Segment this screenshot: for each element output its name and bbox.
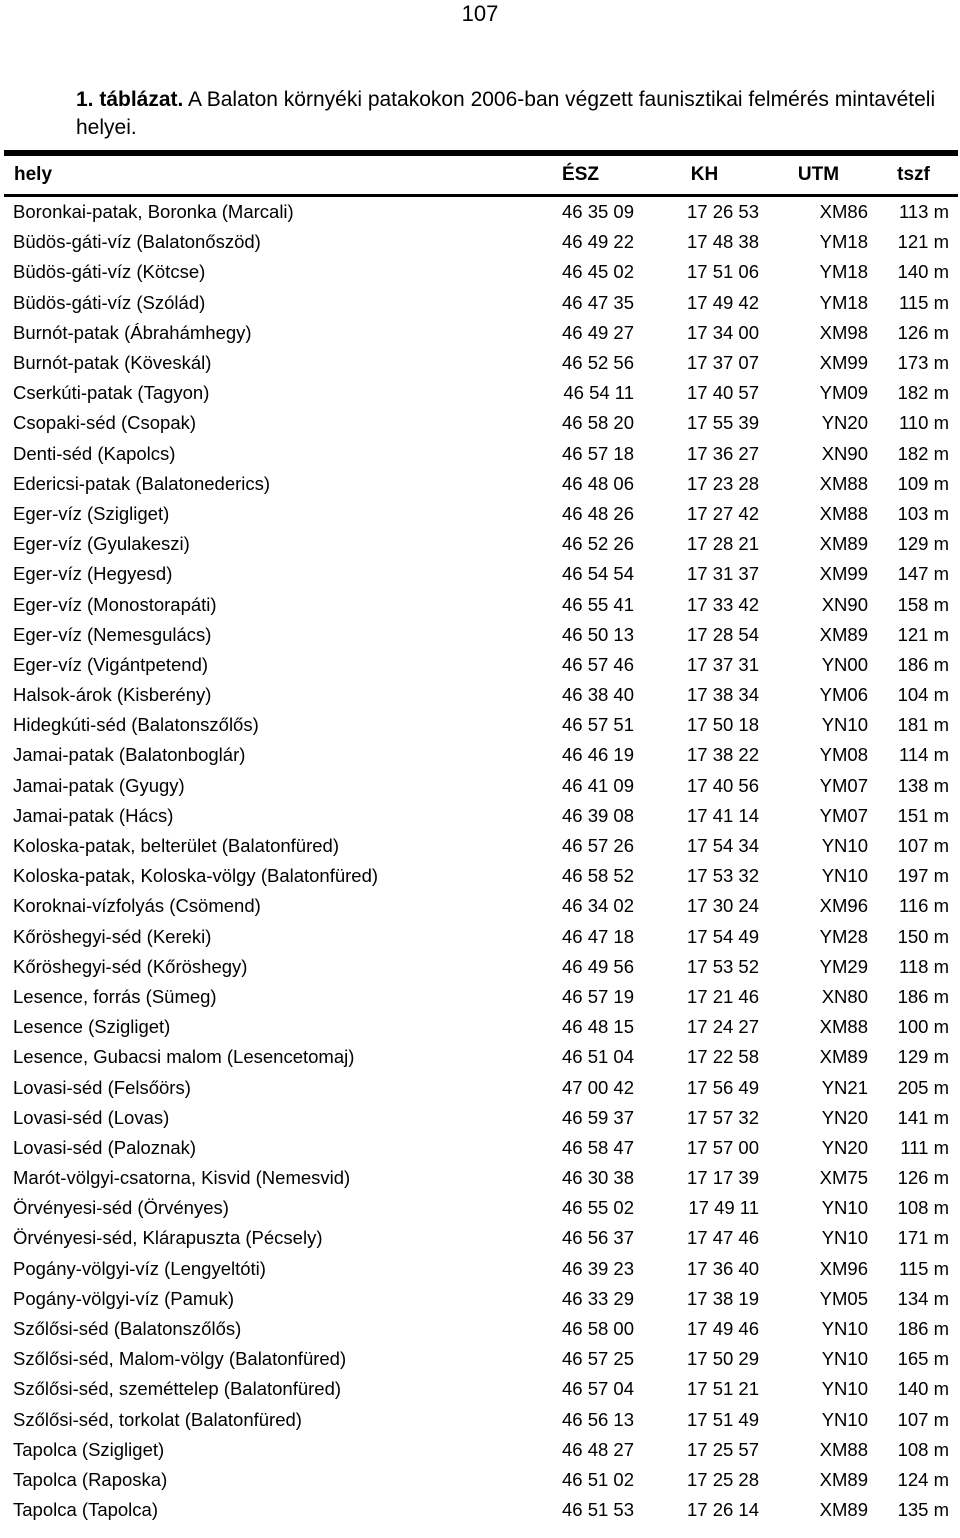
cell-hely: Eger-víz (Monostorapáti) [13, 593, 217, 615]
cell-esz: 46 51 02 [561, 1468, 634, 1490]
table-row [5, 318, 957, 348]
cell-esz: 46 57 04 [561, 1378, 634, 1400]
cell-hely: Tapolca (Tapolca) [13, 1499, 158, 1521]
cell-hely: Lovasi-séd (Paloznak) [13, 1136, 197, 1158]
cell-utm: XM75 [819, 1167, 868, 1189]
table-row [5, 740, 957, 770]
cell-hely: Pogány-völgyi-víz (Pamuk) [13, 1287, 235, 1309]
cell-utm: XM88 [819, 472, 868, 494]
table-row [5, 1042, 957, 1072]
cell-kh: 17 28 54 [686, 623, 759, 645]
table-row [5, 620, 957, 650]
cell-hely: Lovasi-séd (Felsőörs) [13, 1076, 191, 1098]
column-header-esz: ÉSZ [519, 153, 642, 196]
cell-hely: Cserkúti-patak (Tagyon) [13, 382, 210, 404]
cell-kh: 17 49 11 [688, 1197, 759, 1219]
table-row [5, 891, 957, 921]
cell-utm: XM89 [819, 623, 868, 645]
table-row [5, 680, 957, 710]
cell-utm: YM28 [819, 925, 868, 947]
cell-esz: 47 00 42 [561, 1076, 634, 1098]
cell-hely: Csopaki-séd (Csopak) [13, 412, 197, 434]
cell-esz: 46 57 51 [561, 714, 634, 736]
cell-esz: 46 58 20 [561, 412, 634, 434]
cell-tszf: 113 m [898, 201, 949, 223]
cell-utm: XM99 [819, 563, 868, 585]
table-row [5, 227, 957, 257]
cell-tszf: 186 m [897, 1318, 949, 1340]
cell-tszf: 151 m [897, 804, 949, 826]
cell-tszf: 186 m [897, 985, 949, 1007]
cell-kh: 17 30 24 [686, 895, 759, 917]
table-row [5, 952, 957, 982]
cell-hely: Pogány-völgyi-víz (Lengyeltóti) [13, 1257, 266, 1279]
cell-utm: YN21 [821, 1076, 868, 1098]
cell-esz: 46 58 47 [561, 1136, 634, 1158]
cell-tszf: 114 m [898, 744, 949, 766]
cell-tszf: 134 m [897, 1287, 949, 1309]
cell-tszf: 129 m [897, 533, 949, 555]
cell-hely: Szőlősi-séd, Malom-völgy (Balatonfüred) [13, 1348, 347, 1370]
cell-hely: Szőlősi-séd, torkolat (Balatonfüred) [13, 1408, 302, 1430]
table-row [5, 469, 957, 499]
cell-hely: Edericsi-patak (Balatonederics) [13, 472, 271, 494]
cell-esz: 46 55 02 [561, 1197, 634, 1219]
cell-utm: YN20 [821, 1106, 868, 1128]
cell-esz: 46 52 56 [561, 352, 634, 374]
cell-kh: 17 27 42 [686, 502, 759, 524]
cell-hely: Kőröshegyi-séd (Kőröshegy) [13, 955, 248, 977]
cell-hely: Büdös-gáti-víz (Szólád) [13, 291, 206, 313]
cell-utm: XN90 [821, 593, 868, 615]
cell-utm: YM18 [819, 231, 868, 253]
cell-kh: 17 50 29 [686, 1348, 759, 1370]
cell-kh: 17 51 21 [686, 1378, 759, 1400]
table-row [5, 710, 957, 740]
cell-kh: 17 57 00 [686, 1136, 759, 1158]
table-row [5, 1103, 957, 1133]
cell-utm: YM07 [819, 774, 868, 796]
table-row [5, 1465, 957, 1495]
cell-kh: 17 54 34 [686, 835, 759, 857]
cell-esz: 46 48 26 [561, 502, 634, 524]
cell-tszf: 173 m [897, 352, 949, 374]
cell-esz: 46 49 22 [561, 231, 634, 253]
cell-esz: 46 57 46 [561, 653, 634, 675]
cell-tszf: 109 m [897, 472, 949, 494]
cell-kh: 17 57 32 [686, 1106, 759, 1128]
table-row [5, 1254, 957, 1284]
cell-utm: XM89 [819, 1499, 868, 1521]
cell-kh: 17 26 53 [686, 201, 759, 223]
cell-esz: 46 56 37 [561, 1227, 634, 1249]
cell-esz: 46 45 02 [561, 261, 634, 283]
cell-hely: Eger-víz (Hegyesd) [13, 563, 173, 585]
cell-kh: 17 40 57 [686, 382, 759, 404]
cell-kh: 17 53 52 [686, 955, 759, 977]
cell-utm: XM89 [819, 1468, 868, 1490]
cell-kh: 17 36 40 [686, 1257, 759, 1279]
cell-utm: YM18 [819, 261, 868, 283]
cell-kh: 17 53 32 [686, 865, 759, 887]
cell-kh: 17 23 28 [686, 472, 759, 494]
cell-hely: Eger-víz (Nemesgulács) [13, 623, 212, 645]
cell-kh: 17 25 57 [686, 1438, 759, 1460]
cell-utm: YM08 [819, 744, 868, 766]
table-row [5, 288, 957, 318]
cell-esz: 46 52 26 [561, 533, 634, 555]
cell-utm: XM88 [819, 1438, 868, 1460]
cell-hely: Hidegkúti-séd (Balatonszőlős) [13, 714, 259, 736]
table-row [5, 1435, 957, 1465]
cell-tszf: 118 m [898, 955, 949, 977]
table-row [5, 196, 957, 228]
table-row [5, 1193, 957, 1223]
cell-hely: Jamai-patak (Gyugy) [13, 774, 185, 796]
cell-utm: YN10 [821, 714, 868, 736]
cell-tszf: 197 m [897, 865, 949, 887]
table-row [5, 499, 957, 529]
table-caption-label: 1. táblázat. [76, 88, 184, 111]
cell-tszf: 186 m [897, 653, 949, 675]
cell-hely: Burnót-patak (Ábrahámhegy) [13, 321, 252, 343]
cell-tszf: 140 m [897, 1378, 949, 1400]
page-number: 107 [461, 1, 499, 26]
cell-hely: Halsok-árok (Kisberény) [13, 684, 212, 706]
cell-tszf: 182 m [897, 382, 949, 404]
cell-utm: XN90 [821, 442, 868, 464]
cell-hely: Eger-víz (Vigántpetend) [13, 653, 209, 675]
cell-tszf: 135 m [897, 1499, 949, 1521]
cell-utm: YN10 [821, 1378, 868, 1400]
cell-tszf: 165 m [897, 1348, 949, 1370]
cell-tszf: 110 m [898, 412, 949, 434]
cell-hely: Tapolca (Szigliget) [13, 1438, 165, 1460]
cell-tszf: 171 m [897, 1227, 949, 1249]
cell-kh: 17 54 49 [686, 925, 759, 947]
cell-utm: YN20 [821, 1136, 868, 1158]
table-row [5, 1314, 957, 1344]
cell-hely: Jamai-patak (Balatonboglár) [13, 744, 246, 766]
cell-utm: YN10 [821, 835, 868, 857]
cell-esz: 46 51 04 [561, 1046, 634, 1068]
cell-esz: 46 33 29 [561, 1287, 634, 1309]
cell-utm: YM18 [819, 291, 868, 313]
table-row [5, 801, 957, 831]
cell-tszf: 108 m [897, 1197, 949, 1219]
table-row [5, 1012, 957, 1042]
table-body [5, 196, 957, 1526]
cell-tszf: 108 m [897, 1438, 949, 1460]
table-row [5, 771, 957, 801]
cell-hely: Lovasi-séd (Lovas) [13, 1106, 170, 1128]
cell-utm: XM96 [819, 1257, 868, 1279]
table-row [5, 1133, 957, 1163]
cell-esz: 46 58 00 [561, 1318, 634, 1340]
cell-utm: XM96 [819, 895, 868, 917]
cell-esz: 46 47 18 [561, 925, 634, 947]
table-caption-text: A Balaton környéki patakokon 2006-ban végzett faunisztikai felmérés mintavételi helyei. [76, 88, 936, 139]
sampling-sites-table-wrapper [4, 150, 956, 1525]
table-row [5, 559, 957, 589]
cell-hely: Szőlősi-séd, szeméttelep (Balatonfüred) [13, 1378, 342, 1400]
column-header-tszf: tszf [870, 153, 957, 196]
cell-tszf: 124 m [897, 1468, 949, 1490]
cell-tszf: 126 m [897, 321, 949, 343]
table-row [5, 650, 957, 680]
cell-hely: Büdös-gáti-víz (Balatonőszöd) [13, 231, 261, 253]
cell-utm: XN80 [821, 985, 868, 1007]
cell-kh: 17 38 22 [686, 744, 759, 766]
cell-esz: 46 30 38 [561, 1167, 634, 1189]
cell-esz: 46 57 26 [561, 835, 634, 857]
cell-hely: Büdös-gáti-víz (Kötcse) [13, 261, 206, 283]
cell-esz: 46 57 18 [561, 442, 634, 464]
cell-esz: 46 48 06 [561, 472, 634, 494]
table-row [5, 378, 957, 408]
cell-esz: 46 47 35 [561, 291, 634, 313]
cell-esz: 46 38 40 [561, 684, 634, 706]
cell-hely: Marót-völgyi-csatorna, Kisvid (Nemesvid) [13, 1167, 351, 1189]
cell-tszf: 150 m [897, 925, 949, 947]
cell-esz: 46 55 41 [561, 593, 634, 615]
cell-utm: YM29 [819, 955, 868, 977]
cell-kh: 17 24 27 [686, 1016, 759, 1038]
cell-esz: 46 56 13 [561, 1408, 634, 1430]
cell-kh: 17 38 19 [686, 1287, 759, 1309]
cell-kh: 17 28 21 [686, 533, 759, 555]
cell-tszf: 107 m [897, 1408, 949, 1430]
cell-kh: 17 48 38 [686, 231, 759, 253]
cell-esz: 46 54 11 [563, 382, 634, 404]
cell-utm: YM07 [819, 804, 868, 826]
table-row [5, 1344, 957, 1374]
cell-hely: Burnót-patak (Köveskál) [13, 352, 212, 374]
cell-tszf: 116 m [898, 895, 949, 917]
cell-utm: XM88 [819, 502, 868, 524]
cell-tszf: 140 m [897, 261, 949, 283]
cell-utm: XM89 [819, 1046, 868, 1068]
table-row [5, 1072, 957, 1102]
table-row [5, 1284, 957, 1314]
cell-esz: 46 57 25 [561, 1348, 634, 1370]
cell-hely: Lesence (Szigliget) [13, 1016, 171, 1038]
cell-tszf: 104 m [897, 684, 949, 706]
cell-hely: Örvényesi-séd, Klárapuszta (Pécsely) [13, 1227, 323, 1249]
cell-tszf: 126 m [897, 1167, 949, 1189]
cell-tszf: 129 m [897, 1046, 949, 1068]
cell-tszf: 121 m [897, 231, 949, 253]
table-row [5, 529, 957, 559]
table-row [5, 1374, 957, 1404]
cell-utm: YM09 [819, 382, 868, 404]
cell-tszf: 181 m [897, 714, 949, 736]
cell-tszf: 205 m [897, 1076, 949, 1098]
cell-kh: 17 49 42 [686, 291, 759, 313]
cell-hely: Koloska-patak, Koloska-völgy (Balatonfüred) [13, 865, 379, 887]
cell-hely: Eger-víz (Gyulakeszi) [13, 533, 190, 555]
cell-kh: 17 55 39 [686, 412, 759, 434]
cell-kh: 17 21 46 [686, 985, 759, 1007]
cell-hely: Koloska-patak, belterület (Balatonfüred) [13, 835, 339, 857]
cell-hely: Jamai-patak (Hács) [13, 804, 174, 826]
cell-tszf: 103 m [897, 502, 949, 524]
cell-tszf: 100 m [897, 1016, 949, 1038]
table-row [5, 1495, 957, 1525]
table-row [5, 589, 957, 619]
table-row [5, 408, 957, 438]
cell-utm: YN10 [821, 1227, 868, 1249]
cell-kh: 17 36 27 [686, 442, 759, 464]
cell-esz: 46 46 19 [561, 744, 634, 766]
cell-tszf: 115 m [898, 1257, 949, 1279]
table-row [5, 1163, 957, 1193]
cell-kh: 17 56 49 [686, 1076, 759, 1098]
cell-tszf: 182 m [897, 442, 949, 464]
table-row [5, 257, 957, 287]
cell-utm: YN20 [821, 412, 868, 434]
cell-hely: Denti-séd (Kapolcs) [13, 442, 176, 464]
cell-kh: 17 34 00 [686, 321, 759, 343]
cell-kh: 17 22 58 [686, 1046, 759, 1068]
cell-utm: YN10 [821, 1348, 868, 1370]
cell-esz: 46 54 54 [561, 563, 634, 585]
cell-kh: 17 17 39 [686, 1167, 759, 1189]
cell-utm: XM98 [819, 321, 868, 343]
cell-kh: 17 37 07 [686, 352, 759, 374]
cell-kh: 17 25 28 [686, 1468, 759, 1490]
cell-utm: XM89 [819, 533, 868, 555]
cell-kh: 17 33 42 [686, 593, 759, 615]
cell-hely: Lesence, Gubacsi malom (Lesencetomaj) [13, 1046, 355, 1068]
cell-tszf: 115 m [898, 291, 949, 313]
cell-esz: 46 48 27 [561, 1438, 634, 1460]
table-row [5, 982, 957, 1012]
cell-esz: 46 34 02 [561, 895, 634, 917]
cell-esz: 46 51 53 [561, 1499, 634, 1521]
table-row [5, 439, 957, 469]
cell-esz: 46 39 08 [561, 804, 634, 826]
cell-esz: 46 39 23 [561, 1257, 634, 1279]
cell-hely: Boronkai-patak, Boronka (Marcali) [13, 201, 294, 223]
cell-utm: XM86 [819, 201, 868, 223]
cell-kh: 17 38 34 [686, 684, 759, 706]
table-row [5, 922, 957, 952]
cell-kh: 17 51 06 [686, 261, 759, 283]
cell-utm: YN10 [821, 865, 868, 887]
column-header-kh: KH [642, 153, 767, 196]
cell-esz: 46 35 09 [561, 201, 634, 223]
column-header-utm: UTM [767, 153, 870, 196]
cell-tszf: 158 m [897, 593, 949, 615]
table-caption [76, 86, 936, 142]
table-row [5, 831, 957, 861]
cell-hely: Szőlősi-séd (Balatonszőlős) [13, 1318, 242, 1340]
cell-utm: YN00 [821, 653, 868, 675]
cell-tszf: 121 m [897, 623, 949, 645]
cell-tszf: 138 m [897, 774, 949, 796]
cell-hely: Lesence, forrás (Sümeg) [13, 985, 217, 1007]
table-row [5, 1223, 957, 1253]
cell-esz: 46 59 37 [561, 1106, 634, 1128]
cell-esz: 46 58 52 [561, 865, 634, 887]
cell-esz: 46 49 56 [561, 955, 634, 977]
cell-kh: 17 49 46 [686, 1318, 759, 1340]
table-row [5, 348, 957, 378]
cell-esz: 46 57 19 [561, 985, 634, 1007]
cell-kh: 17 41 14 [686, 804, 759, 826]
cell-hely: Örvényesi-séd (Örvényes) [13, 1197, 229, 1219]
cell-esz: 46 49 27 [561, 321, 634, 343]
cell-utm: YN10 [821, 1318, 868, 1340]
cell-utm: YM06 [819, 684, 868, 706]
cell-utm: YN10 [821, 1197, 868, 1219]
table-header [5, 153, 957, 196]
cell-kh: 17 47 46 [686, 1227, 759, 1249]
cell-utm: XM99 [819, 352, 868, 374]
cell-kh: 17 37 31 [686, 653, 759, 675]
cell-utm: XM88 [819, 1016, 868, 1038]
cell-hely: Koroknai-vízfolyás (Csömend) [13, 895, 261, 917]
column-header-hely: hely [5, 153, 519, 196]
cell-kh: 17 26 14 [686, 1499, 759, 1521]
sampling-sites-table [4, 150, 958, 1525]
table-row [5, 1405, 957, 1435]
cell-utm: YN10 [821, 1408, 868, 1430]
header-row [5, 153, 957, 196]
cell-tszf: 107 m [897, 835, 949, 857]
cell-hely: Kőröshegyi-séd (Kereki) [13, 925, 212, 947]
cell-kh: 17 50 18 [686, 714, 759, 736]
cell-hely: Eger-víz (Szigliget) [13, 502, 170, 524]
cell-utm: YM05 [819, 1287, 868, 1309]
cell-kh: 17 40 56 [686, 774, 759, 796]
cell-esz: 46 48 15 [561, 1016, 634, 1038]
cell-esz: 46 41 09 [561, 774, 634, 796]
cell-tszf: 111 m [900, 1136, 949, 1158]
cell-tszf: 141 m [897, 1106, 949, 1128]
cell-kh: 17 51 49 [686, 1408, 759, 1430]
table-row [5, 861, 957, 891]
cell-hely: Tapolca (Raposka) [13, 1468, 168, 1490]
cell-esz: 46 50 13 [561, 623, 634, 645]
cell-tszf: 147 m [897, 563, 949, 585]
cell-kh: 17 31 37 [686, 563, 759, 585]
